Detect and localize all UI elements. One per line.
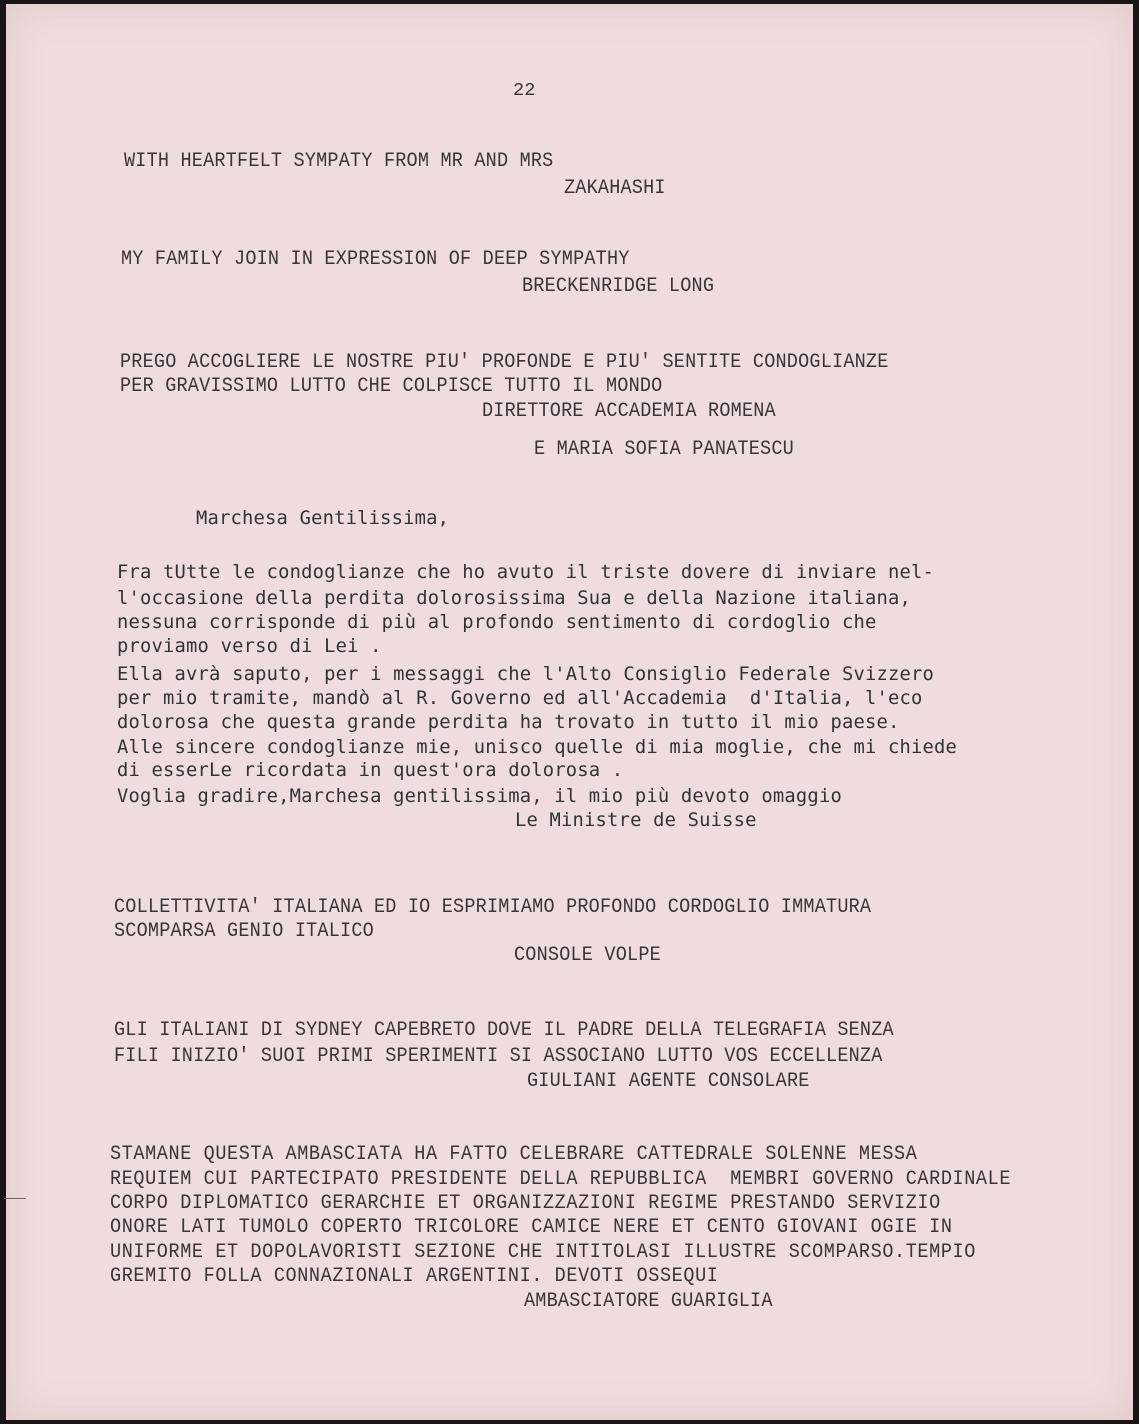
message-7-line-1: STAMANE QUESTA AMBASCIATA HA FATTO CELEBRARE CATTEDRALE SOLENNE MESSA [110,1142,918,1166]
message-6-line-1: GLI ITALIANI DI SYDNEY CAPEBRETO DOVE IL PADRE DELLA TELEGRAFIA SENZA [114,1018,894,1042]
letter-line-7: dolorosa che questa grande perdita ha trovato in tutto il mio paese. [117,712,900,733]
message-5-line-1: COLLETTIVITA' ITALIANA ED IO ESPRIMIAMO PROFONDO CORDOGLIO IMMATURA [114,895,872,919]
message-2-signature: BRECKENRIDGE LONG [522,274,715,298]
letter-line-8: Alle sincere condoglianze mie, unisco quelle di mia moglie, che mi chiede [117,737,958,758]
message-7-line-3: CORPO DIPLOMATICO GERARCHIE ET ORGANIZZAZIONI REGIME PRESTANDO SERVIZIO [110,1191,941,1215]
message-7-signature: AMBASCIATORE GUARIGLIA [524,1289,773,1313]
letter-line-1: Fra tUtte le condoglianze che ho avuto il triste dovere di inviare nel- [117,562,935,583]
message-3-signature-2: E MARIA SOFIA PANATESCU [534,437,794,461]
message-5-line-2: SCOMPARSA GENIO ITALICO [114,919,374,943]
letter-line-6: per mio tramite, mandò al R. Governo ed all'Accademia d'Italia, l'eco [117,688,923,709]
message-7-line-6: GREMITO FOLLA CONNAZIONALI ARGENTINI. DEVOTI OSSEQUI [110,1264,719,1288]
margin-mark [4,1198,26,1199]
message-7-line-4: ONORE LATI TUMOLO COPERTO TRICOLORE CAMICE NERE ET CENTO GIOVANI OGIE IN [110,1215,953,1239]
message-3-signature-1: DIRETTORE ACCADEMIA ROMENA [482,399,776,423]
page-number: 22 [513,80,536,101]
message-7-line-5: UNIFORME ET DOPOLAVORISTI SEZIONE CHE INTITOLASI ILLUSTRE SCOMPARSO.TEMPIO [110,1240,976,1264]
letter-signature: Le Ministre de Suisse [515,810,757,831]
message-6-signature: GIULIANI AGENTE CONSOLARE [527,1069,810,1093]
message-1-line-1: WITH HEARTFELT SYMPATY FROM MR AND MRS [124,149,554,173]
message-5-signature: CONSOLE VOLPE [514,943,661,967]
message-2-line-1: MY FAMILY JOIN IN EXPRESSION OF DEEP SYMPATHY [121,247,630,271]
message-7-line-2: REQUIEM CUI PARTECIPATO PRESIDENTE DELLA REPUBBLICA MEMBRI GOVERNO CARDINALE [110,1167,1012,1191]
message-3-line-2: PER GRAVISSIMO LUTTO CHE COLPISCE TUTTO IL MONDO [120,374,663,398]
letter-line-10: Voglia gradire,Marchesa gentilissima, il mio più devoto omaggio [117,786,842,807]
letter-line-9: di esserLe ricordata in quest'ora dolorosa . [117,760,624,781]
letter-salutation: Marchesa Gentilissima, [196,508,450,529]
letter-line-2: l'occasione della perdita dolorosissima Sua e della Nazione italiana, [117,588,912,609]
document-page [6,4,1133,1420]
letter-line-3: nessuna corrisponde di più al profondo sentimento di cordoglio che [117,612,877,633]
letter-line-4: proviamo verso di Lei . [117,636,382,657]
message-3-line-1: PREGO ACCOGLIERE LE NOSTRE PIU' PROFONDE E PIU' SENTITE CONDOGLIANZE [120,350,889,374]
letter-line-5: Ella avrà saputo, per i messaggi che l'Alto Consiglio Federale Svizzero [117,664,935,685]
message-1-signature: ZAKAHASHI [564,176,666,200]
message-6-line-2: FILI INIZIO' SUOI PRIMI SPERIMENTI SI ASSOCIANO LUTTO VOS ECCELLENZA [114,1044,883,1068]
